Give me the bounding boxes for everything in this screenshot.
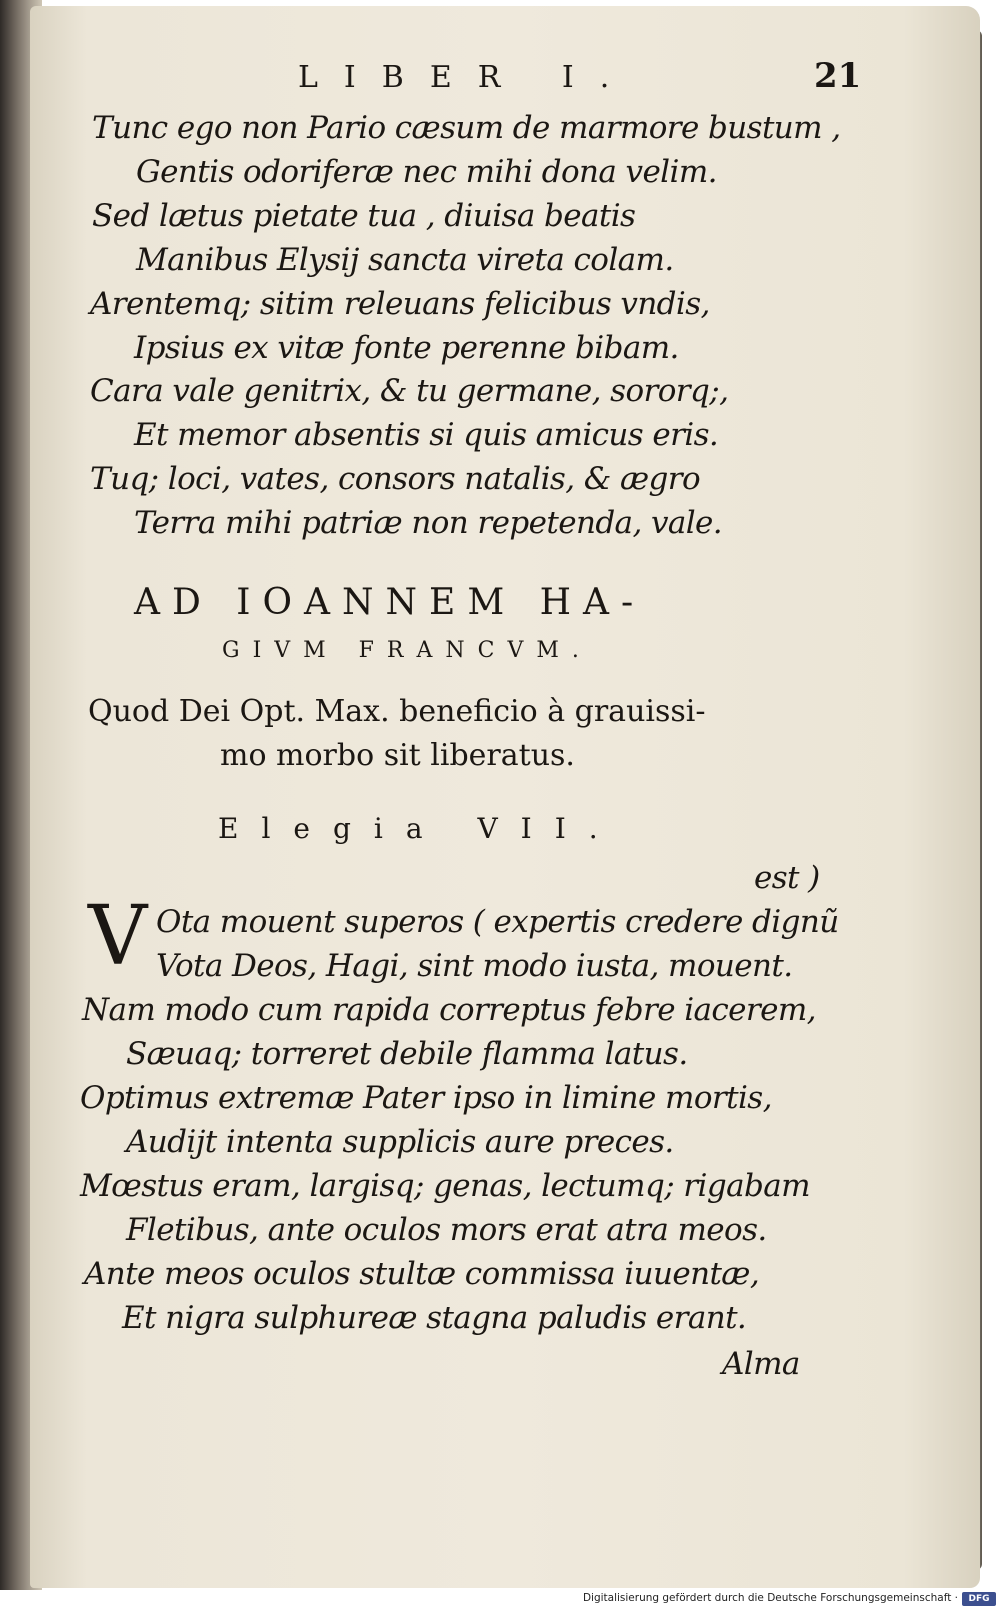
- verse-line: Ante meos oculos stultæ commissa iuuentæ,: [84, 1256, 760, 1292]
- drop-cap: V: [88, 889, 148, 984]
- verse-line: Vota Deos, Hagi, sint modo iusta, mouent.: [156, 948, 793, 984]
- footer-bar: [0, 1590, 1000, 1609]
- verse-line: Tunc ego non Pario cæsum de marmore bustum ,: [92, 110, 841, 146]
- verse-line: Ipsius ex vitæ fonte perenne bibam.: [134, 330, 679, 366]
- verse-line: Tuq; loci, vates, consors natalis, & ægro: [90, 461, 701, 497]
- subtitle-line-2: mo morbo sit liberatus.: [220, 738, 575, 773]
- heading-line-2: GIVM FRANCVM.: [222, 638, 592, 663]
- verse-line: Fletibus, ante oculos mors erat atra meos.: [126, 1212, 767, 1248]
- turnover: est ): [754, 860, 820, 896]
- subtitle-line-1: Quod Dei Opt. Max. beneficio à grauissi-: [88, 694, 706, 729]
- verse-line: Ota mouent superos ( expertis credere dignũ: [156, 904, 839, 940]
- verse-line: Et nigra sulphureæ stagna paludis erant.: [122, 1300, 747, 1336]
- verse-line: Sæuaq; torreret debile flamma latus.: [126, 1036, 688, 1072]
- catchword: Alma: [722, 1346, 800, 1382]
- heading-line-1: AD IOANNEM HA-: [134, 582, 646, 623]
- elegy-title: Elegia VII.: [218, 812, 621, 845]
- page: [30, 6, 980, 1588]
- verse-line: Optimus extremæ Pater ipso in limine mortis,: [80, 1080, 772, 1116]
- verse-line: Manibus Elysij sancta vireta colam.: [136, 242, 674, 278]
- verse-line: Mœstus eram, largisq; genas, lectumq; rigabam: [80, 1168, 810, 1204]
- verse-line: Sed lætus pietate tua , diuisa beatis: [92, 198, 636, 234]
- running-head: LIBER I.: [298, 60, 636, 95]
- dfg-logo: DFG: [962, 1592, 996, 1606]
- verse-line: Arentemq; sitim releuans felicibus vndis,: [90, 286, 710, 322]
- verse-line: Terra mihi patriæ non repetenda, vale.: [134, 505, 723, 541]
- folio: 21: [814, 56, 862, 96]
- verse-line: Cara vale genitrix, & tu germane, sororq;,: [90, 373, 729, 409]
- verse-line: Gentis odoriferæ nec mihi dona velim.: [136, 154, 717, 190]
- verse-line: Nam modo cum rapida correptus febre iacerem,: [82, 992, 816, 1028]
- footer-credit: Digitalisierung gefördert durch die Deutsche Forschungsgemeinschaft ·: [582, 1592, 958, 1604]
- verse-line: Audijt intenta supplicis aure preces.: [126, 1124, 674, 1160]
- verse-line: Et memor absentis si quis amicus eris.: [134, 417, 719, 453]
